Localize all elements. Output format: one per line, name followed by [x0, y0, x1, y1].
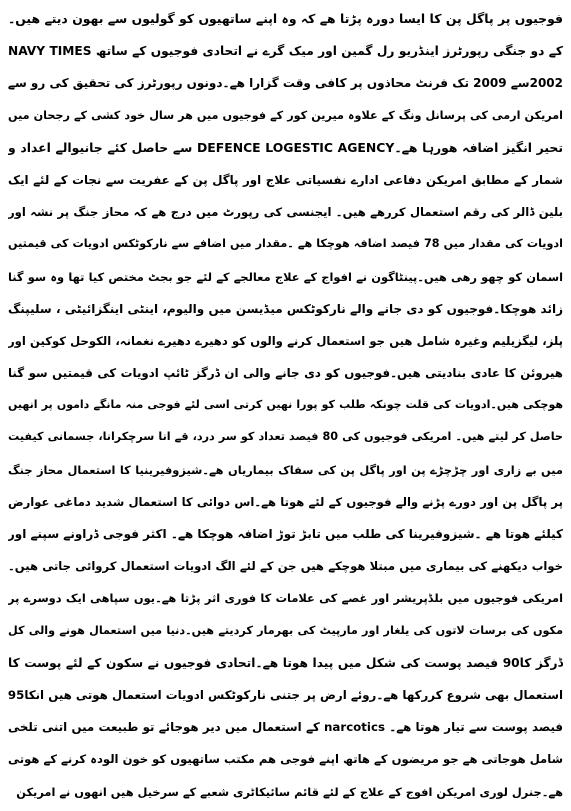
text-line: زائد ھوچکا۔فوجیوں کو دی جانے والے نارکوٹکس میڈیسن میں والیوم، اینٹی اینگزائیٹی ، سلیپنگ: [8, 301, 563, 316]
text-line: شمار کے مطابق امریکن دفاعی ادارے نفسیاتی علاج اور پاگل پن کے عفریت سے نجات کے لئے ایک: [8, 172, 563, 187]
text-line: ھوچکی ھیں۔ادویات کی قلت چونکہ طلب کو پورا نھیں کرتی اسی لئے فوجی منہ مانگے داموں پر انھیں: [8, 398, 563, 412]
text-line: ھیروئن کا عادی بنادیتی ھیں۔فوجیوں کو دی جانے والی ان ڈرگز ٹائپ ادویات کی قیمتیں سو گنا: [8, 366, 563, 381]
text-line: اسمان کو چھو رھی ھیں۔پینٹاگون نے افواج کے علاج معالجے کے لئے جو بجٹ مختص کیا تھا وہ سو گنا: [8, 269, 563, 284]
text-line: امریکی فوجیوں میں بلڈپریشر اور غصے کی علامات کا فوری اثر پڑتا ھے۔یوں سپاھی ایک دوسرے پر: [8, 591, 563, 606]
text-line: شامل ھوجاتی ھے جو مریضوں کے ھاتھ اپنے فوجی ھم مکتب ساتھیوں کو خون الودہ کرنے کے ھوتی: [8, 752, 563, 767]
article-body: [8, 6, 563, 811]
text-line: حاصل کر لیتے ھیں۔ امریکی فوجیوں کی 80 فیصد تعداد کو سر درد، قے انا سرچکرانا، جسمانی کیفیت: [8, 430, 563, 444]
text-line: میں بے زاری اور چڑچڑے پن اور پاگل پن کی سفاک بیماریاں ھے۔شیزوفیرینیا کا استعمال محاز جنگ: [8, 462, 563, 477]
text-line: ڈرگز کا90 فیصد پوست کی شکل میں پیدا ھوتا ھے۔اتحادی فوجیوں نے سکون کے لئے پوست کا: [8, 655, 563, 670]
text-line: ھے۔جنرل لوری امریکن افوج کے علاج کے لئے قائم سائیکاٹری شعبے کے سرخیل ھیں انھوں نے امریکن: [16, 784, 563, 799]
text-line: NAVY TIMES کے دو جنگی رپورٹرز اینڈریو رل گمین اور میک گرے نے اتحادی فوجیوں کے ساتھ: [8, 44, 563, 59]
text-line: 2002سے 2009 تک فرنٹ محاذوں پر کافی وقت گزارا ھے۔دونوں رپورٹرز کی تحقیق کی رو سے: [8, 76, 563, 91]
text-line: فوجیوں پر پاگل پن کا ایسا دورہ پڑتا ھے کہ وہ اپنے ساتھیوں کو گولیوں سے بھون دیتے ھیں۔: [8, 11, 563, 26]
text-line: تحیر انگیز اضافہ ھورہا ھے۔DEFENCE LOGESTIC AGENCY سے حاصل کئے جانیوالے اعداد و: [8, 139, 563, 155]
text-line: خواب دیکھنے کی بیماری میں مبتلا ھوچکے ھیں جن کے لئے الگ ادویات استعمال کروائی جاتی ھیں۔: [8, 559, 563, 574]
text-line: پر پاگل پن اور دورے پڑنے والے فوجیوں کے لئے ھوتا ھے۔اس دوائی کا استعمال شدید دماغی عوارض: [8, 494, 563, 509]
text-line: فیصد پوست سے تیار ھوتا ھے۔ narcotics کے استعمال میں دیر ھوجائے تو طبیعت میں اتنی تلخی: [8, 720, 563, 735]
text-line: کیلئے ھوتا ھے ۔شیزوفیرینا کی طلب میں تابڑ توڑ اضافہ ھوچکا ھے۔ اکثر فوجی ڈراونے سپنے اور: [8, 527, 563, 541]
text-line: بلین ڈالر کی رقم استعمال کررھے ھیں۔ ایجنسی کی رپورٹ میں درج ھے کہ محاز جنگ پر نشہ اور: [8, 205, 563, 220]
text-line: پلز، لیگزیلیم وغیرہ شامل ھیں جو استعمال کرنے والوں کو دھیرے دھیرے نغمانہ، الکوحل کوکین اور: [8, 333, 563, 348]
text-line: استعمال بھی شروع کررکھا ھے۔روئے ارض پر جتنی نارکوٹکس ادویات استعمال ھوتی ھیں انکا95: [8, 687, 563, 702]
text-line: ادویات کی مقدار میں 78 فیصد اضافہ ھوچکا ھے ۔مقدار میں اضافے سے نارکوٹکس ادویات کی قیمتیں: [8, 237, 563, 251]
text-line: مکوں کی برسات لاتوں کی یلغار اور مارپیٹ کی بھرمار کردیتے ھیں۔دنیا میں استعمال ھونے والی کل: [8, 623, 563, 637]
text-line: امریکن ارمی کی پرسانل ونگ کے علاوہ میرین کور کے فوجیوں میں ھر سال خود کشی کے رجحان میں: [8, 108, 563, 122]
